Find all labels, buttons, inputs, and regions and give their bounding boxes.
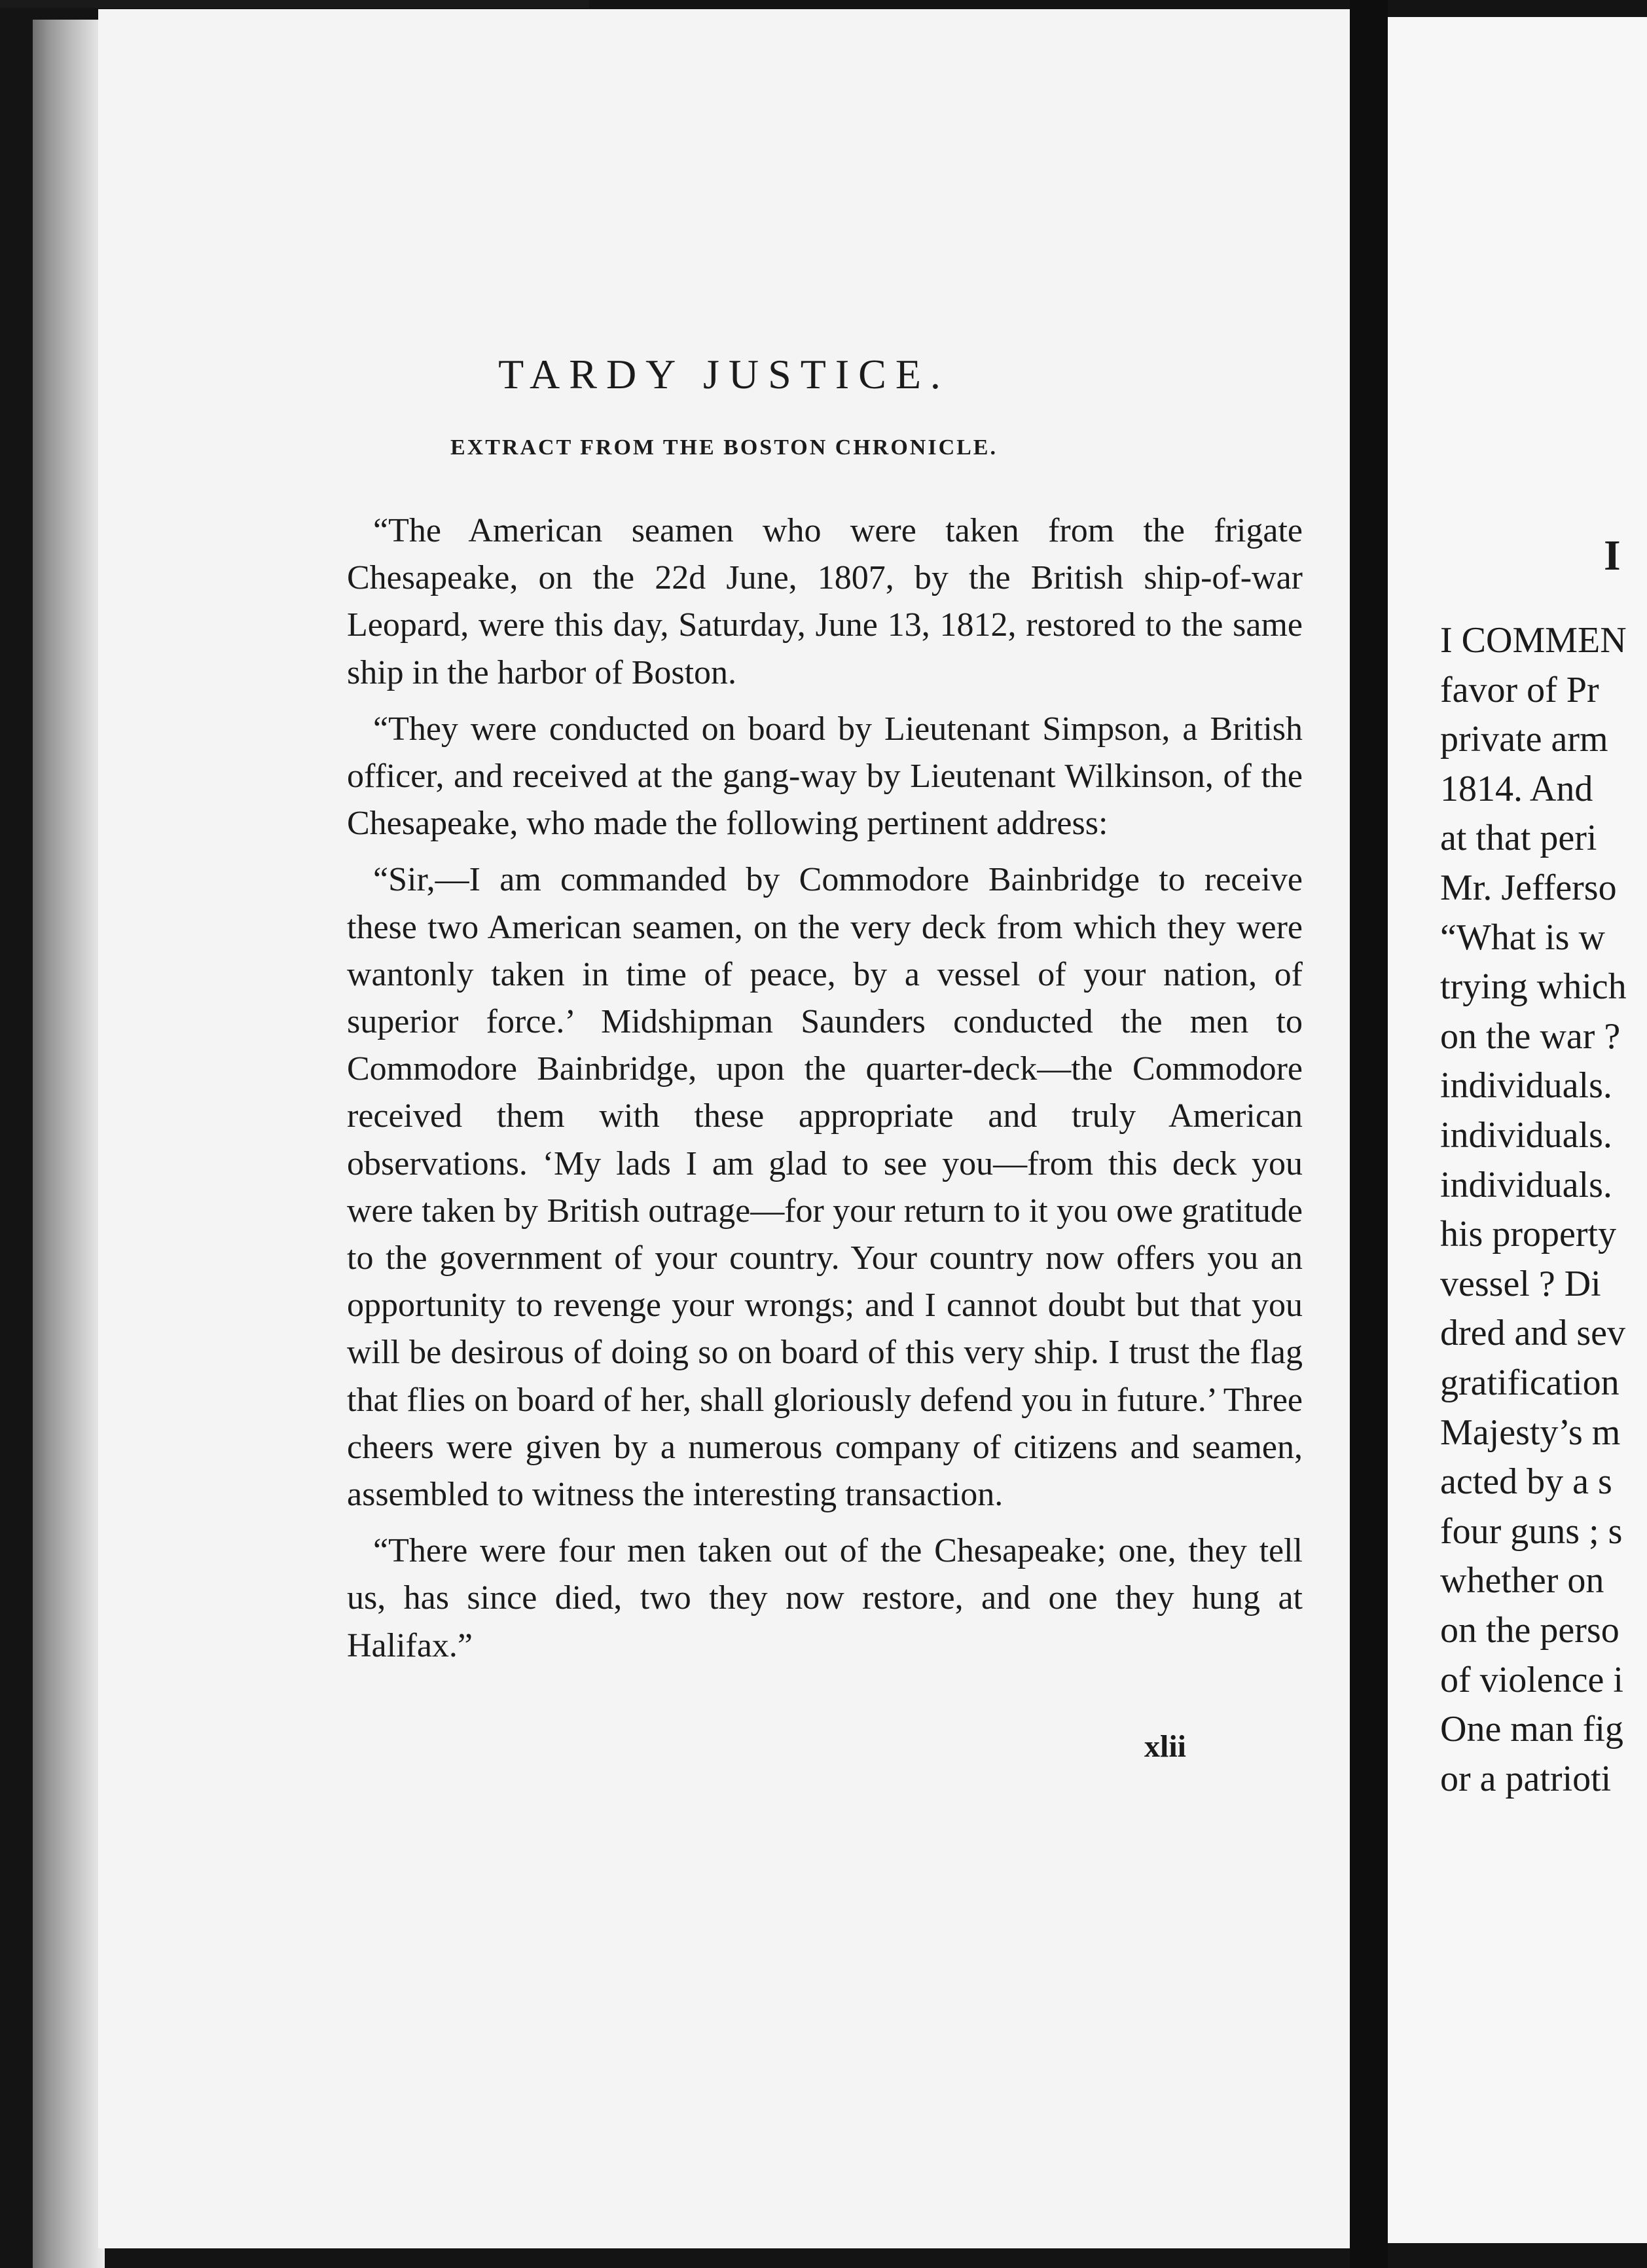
- right-page-line: favor of Pr: [1440, 669, 1599, 710]
- paragraph-3: “Sir,—I am commanded by Commodore Bainbridge to receive these two American seamen, on the very deck from which they were wantonly taken in time of peace, by a vessel of your nation, of superior force.’ Midshipman Saunders conducted the men to Commodore Bainbridge, upon the quarter-deck—the Commodore received them with these appropriate and truly American observations. ‘My lads I am glad to see you—from this deck you were taken by British outrage—for your return to it you owe gratitude to the government of your country. Your country now offers you an opportunity to revenge your wrongs; and I cannot doubt but that you will be desirous of doing so on board of this very ship. I trust the flag that flies on board of her, shall gloriously defend you in future.’ Three cheers were given by a numerous company of citizens and seamen, assembled to witness the interesting transaction.: [347, 861, 1303, 1514]
- page-number: xlii: [1144, 1729, 1187, 1764]
- right-page: [1388, 17, 1647, 2243]
- paragraph-1: “The American seamen who were taken from the frigate Chesapeake, on the 22d June, 1807, by the British ship-of-war Leopard, were this day, Saturday, June 13, 1812, restored to the same ship in the harbor of Boston.: [347, 512, 1303, 691]
- right-page-line: individuals.: [1440, 1115, 1612, 1156]
- right-page-line: individuals.: [1440, 1164, 1612, 1205]
- right-page-line: on the perso: [1440, 1610, 1620, 1651]
- right-page-line: individuals.: [1440, 1065, 1612, 1107]
- right-page-line: Mr. Jefferso: [1440, 868, 1617, 908]
- right-page-heading: I: [1604, 532, 1621, 579]
- page-subtitle: EXTRACT FROM THE BOSTON CHRONICLE.: [450, 435, 998, 460]
- right-page-line: acted by a s: [1440, 1461, 1612, 1503]
- right-page-line: dred and sev: [1440, 1313, 1626, 1354]
- book-page-edges: [33, 20, 105, 2268]
- right-page-line: gratification: [1440, 1363, 1620, 1403]
- right-page-line: One man fig: [1440, 1709, 1623, 1750]
- page-title: TARDY JUSTICE.: [498, 351, 950, 397]
- paragraph-2: “They were conducted on board by Lieutenant Simpson, a British officer, and received at the gang-way by Lieutenant Wilkinson, of the Chesapeake, who made the following pertinent address:: [347, 710, 1303, 843]
- right-page-line: Majesty’s m: [1440, 1412, 1621, 1453]
- right-page-line: vessel ? Di: [1440, 1263, 1601, 1304]
- right-page-line: his property: [1440, 1214, 1617, 1255]
- paragraph-4: “There were four men taken out of the Chesapeake; one, they tell us, has since died, two they now restore, and one they hung at Halifax.”: [347, 1532, 1303, 1664]
- right-page-line: of violence i: [1440, 1659, 1623, 1700]
- right-page-line: 1814. And: [1440, 768, 1593, 809]
- article-body: [347, 507, 1303, 1670]
- right-page-line: on the war ?: [1440, 1015, 1621, 1057]
- book-gutter: [1350, 0, 1388, 2268]
- right-page-line: at that peri: [1440, 818, 1597, 859]
- right-page-line: private arm: [1440, 719, 1608, 760]
- right-page-line: trying which: [1440, 966, 1627, 1008]
- scan-edge-top: [0, 0, 589, 8]
- right-page-line: four guns ; s: [1440, 1510, 1623, 1552]
- right-page-line: or a patrioti: [1440, 1758, 1612, 1799]
- right-page-line: I COMMEN: [1440, 620, 1627, 661]
- right-page-line: “What is w: [1440, 917, 1605, 958]
- right-page-line: whether on: [1440, 1560, 1604, 1601]
